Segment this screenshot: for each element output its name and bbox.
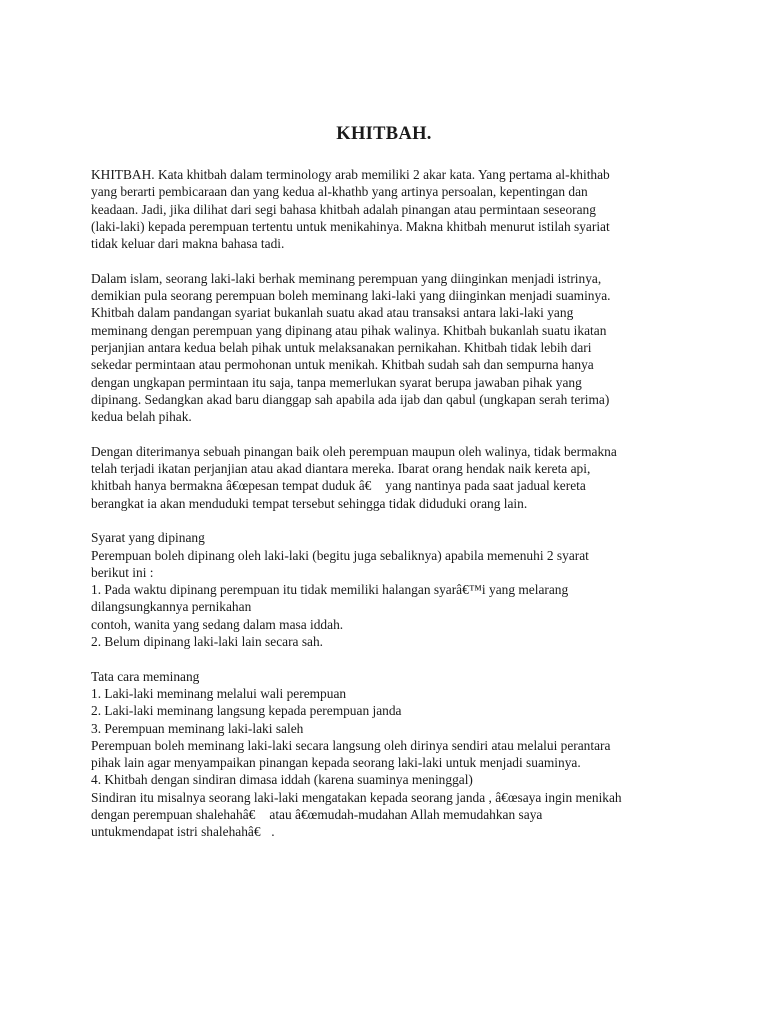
paragraph-procedure	[91, 668, 691, 841]
paragraph-line: (laki-laki) kepada perempuan tertentu untuk menikahinya. Makna khitbah menurut istilah syariat	[91, 218, 610, 234]
paragraph-line: dengan ungkapan permintaan itu saja, tanpa memerlukan syarat berupa jawaban pihak yang	[91, 374, 582, 390]
paragraph-line: KHITBAH. Kata khitbah dalam terminology arab memiliki 2 akar kata. Yang pertama al-khithab	[91, 167, 610, 182]
paragraph-line: Khitbah dalam pandangan syariat bukanlah suatu akad atau transaksi antara laki-laki yang	[91, 305, 574, 321]
paragraph-line: telah terjadi ikatan perjanjian atau akad diantara mereka. Ibarat orang hendak naik kereta api,	[91, 461, 591, 477]
paragraph-line: dengan perempuan shalehahâ€ atau â€œmudah-mudahan Allah memudahkan saya	[91, 806, 543, 822]
paragraph-line: untukmendapat istri shalehahâ€.	[91, 824, 275, 840]
list-item: 1. Laki-laki meminang melalui wali perempuan	[91, 685, 347, 701]
list-item: 4. Khitbah dengan sindiran dimasa iddah (karena suaminya meninggal)	[91, 772, 473, 788]
list-item: 3. Perempuan meminang laki-laki saleh	[91, 720, 304, 736]
paragraph-line: Perempuan boleh dipinang oleh laki-laki (begitu juga sebaliknya) apabila memenuhi 2 syarat	[91, 547, 589, 563]
paragraph-line: berikut ini :	[91, 564, 154, 580]
paragraph-gap	[91, 650, 691, 667]
paragraph-line: Sindiran itu misalnya seorang laki-laki mengatakan kepada seorang janda , â€œsaya ingin menikah	[91, 789, 622, 805]
list-item: 2. Laki-laki meminang langsung kepada perempuan janda	[91, 703, 402, 719]
paragraph-acceptance	[91, 443, 691, 512]
paragraph-line: kedua belah pihak.	[91, 409, 192, 425]
document-body	[91, 166, 691, 841]
paragraph-line: sekedar permintaan atau permohonan untuk menikah. Khitbah sudah sah dan sempurna hanya	[91, 357, 594, 373]
paragraph-line: keadaan. Jadi, jika dilihat dari segi bahasa khitbah adalah pinangan atau permintaan seseorang	[91, 201, 596, 217]
paragraph-gap	[91, 425, 691, 442]
paragraph-line: khitbah hanya bermakna â€œpesan tempat duduk â€ yang nantinya pada saat jadual kereta	[91, 478, 586, 494]
paragraph-line: Dalam islam, seorang laki-laki berhak meminang perempuan yang diinginkan menjadi istrinya,	[91, 270, 602, 286]
list-item: 2. Belum dipinang laki-laki lain secara sah.	[91, 634, 324, 650]
paragraph-line: dipinang. Sedangkan akad baru dianggap sah apabila ada ijab dan qabul (ungkapan serah terima)	[91, 391, 610, 407]
paragraph-line: perjanjian antara kedua belah pihak untuk melaksanakan pernikahan. Khitbah tidak lebih dari	[91, 339, 592, 355]
document-title: KHITBAH.	[336, 124, 432, 144]
section-heading: Syarat yang dipinang	[91, 530, 205, 546]
paragraph-islam-view	[91, 270, 691, 426]
list-item: 1. Pada waktu dipinang perempuan itu tidak memiliki halangan syarâ€™i yang melarang	[91, 582, 569, 598]
paragraph-line: pihak lain agar menyampaikan pinangan kepada seorang laki-laki untuk menjadi suaminya.	[91, 755, 581, 771]
paragraph-line: tidak keluar dari makna bahasa tadi.	[91, 236, 285, 252]
paragraph-requirements	[91, 529, 691, 650]
paragraph-line: berangkat ia akan menduduki tempat tersebut sehingga tidak diduduki orang lain.	[91, 495, 528, 511]
paragraph-gap	[91, 512, 691, 529]
paragraph-gap	[91, 252, 691, 269]
paragraph-definition	[91, 166, 691, 252]
paragraph-line: contoh, wanita yang sedang dalam masa iddah.	[91, 616, 344, 632]
paragraph-line: dilangsungkannya pernikahan	[91, 599, 252, 615]
paragraph-line: Dengan diterimanya sebuah pinangan baik oleh perempuan maupun oleh walinya, tidak bermakna	[91, 443, 617, 459]
paragraph-line: meminang dengan perempuan yang dipinang atau pihak walinya. Khitbah bukanlah suatu ikatan	[91, 322, 607, 338]
paragraph-line: demikian pula seorang perempuan boleh meminang laki-laki yang diinginkan menjadi suaminya.	[91, 288, 611, 304]
paragraph-line: Perempuan boleh meminang laki-laki secara langsung oleh dirinya sendiri atau melalui perantara	[91, 737, 611, 753]
paragraph-line: yang berarti pembicaraan dan yang kedua al-khathb yang artinya persoalan, kepentingan dan	[91, 184, 588, 200]
section-heading: Tata cara meminang	[91, 668, 200, 684]
